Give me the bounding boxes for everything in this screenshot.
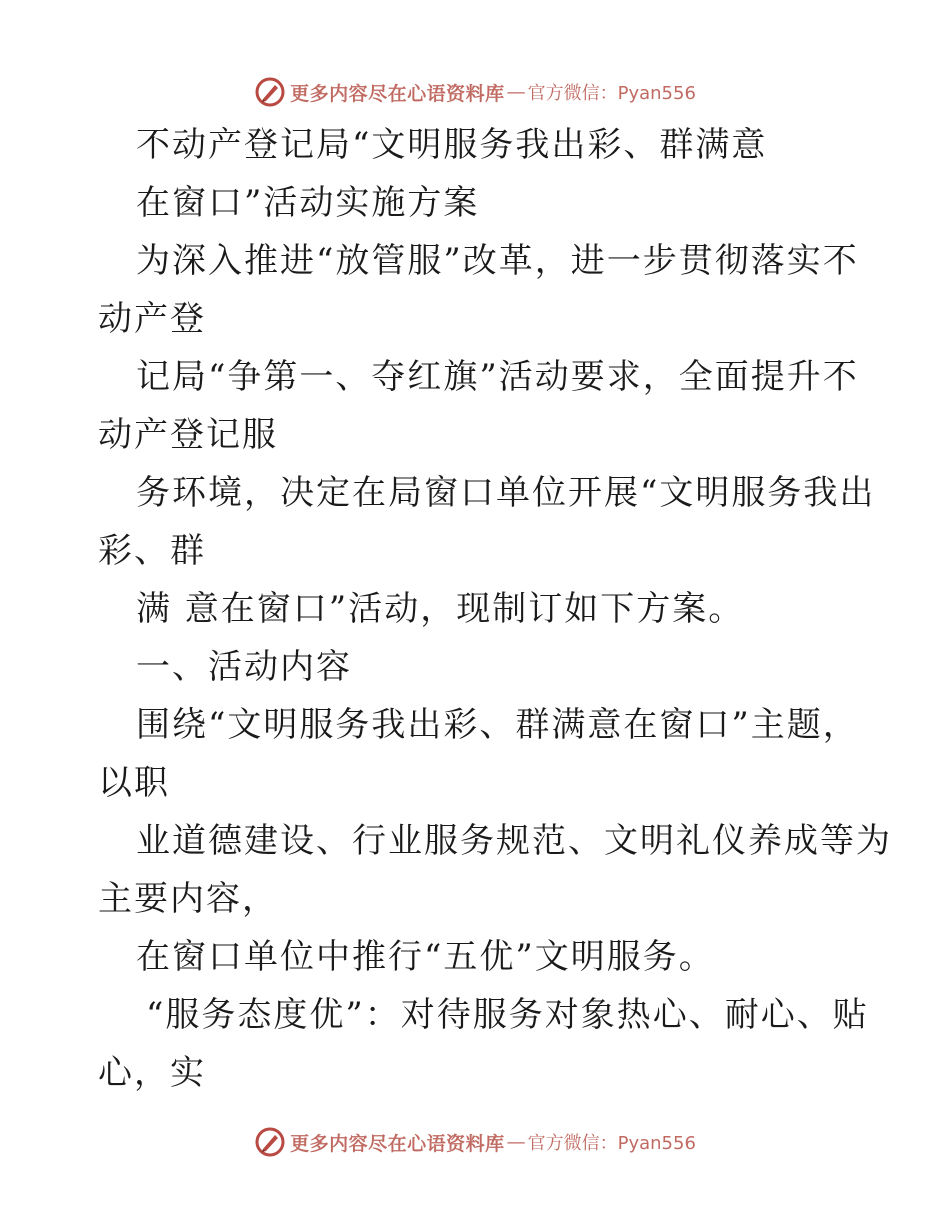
doc-line: 动产登 <box>98 299 206 339</box>
banner-title: 更多内容尽在心语资料库 <box>290 1132 505 1155</box>
section-heading: 一、活动内容 <box>136 647 352 687</box>
doc-line: 业道德建设、行业服务规范、文明礼仪养成等为 <box>136 821 892 861</box>
pen-logo-icon <box>254 1126 286 1158</box>
doc-line: “服务态度优”：对待服务对象热心、耐心、贴 <box>146 995 869 1035</box>
doc-line: 为深入推进“放管服”改革，进一步贯彻落实不 <box>136 241 859 281</box>
doc-line: 彩、群 <box>98 531 206 571</box>
doc-line: 心，实 <box>98 1053 206 1093</box>
banner-dash: — <box>506 81 526 103</box>
doc-line: 主要内容， <box>98 879 278 919</box>
document-body <box>98 116 892 1102</box>
doc-line: 不动产登记局“文明服务我出彩、群满意 <box>136 125 768 165</box>
doc-line: 以职 <box>98 763 170 803</box>
doc-line: 务环境，决定在局窗口单位开展“文明服务我出 <box>136 473 876 513</box>
pen-logo-icon <box>254 76 286 108</box>
header-banner <box>0 72 950 112</box>
doc-line: 围绕“文明服务我出彩、群满意在窗口”主题， <box>136 705 859 745</box>
doc-line: 动产登记服 <box>98 415 278 455</box>
doc-line: 记局“争第一、夺红旗”活动要求，全面提升不 <box>136 357 859 397</box>
banner-wechat: 官方微信：Pyan556 <box>527 1133 696 1154</box>
doc-line: 在窗口单位中推行“五优”文明服务。 <box>136 937 715 977</box>
footer-banner <box>0 1122 950 1162</box>
doc-line: 在窗口”活动实施方案 <box>136 183 480 223</box>
banner-title: 更多内容尽在心语资料库 <box>290 82 505 105</box>
banner-wechat: 官方微信：Pyan556 <box>527 83 696 104</box>
doc-line: 满 意在窗口”活动，现制订如下方案。 <box>136 589 745 629</box>
banner-dash: — <box>506 1131 526 1153</box>
